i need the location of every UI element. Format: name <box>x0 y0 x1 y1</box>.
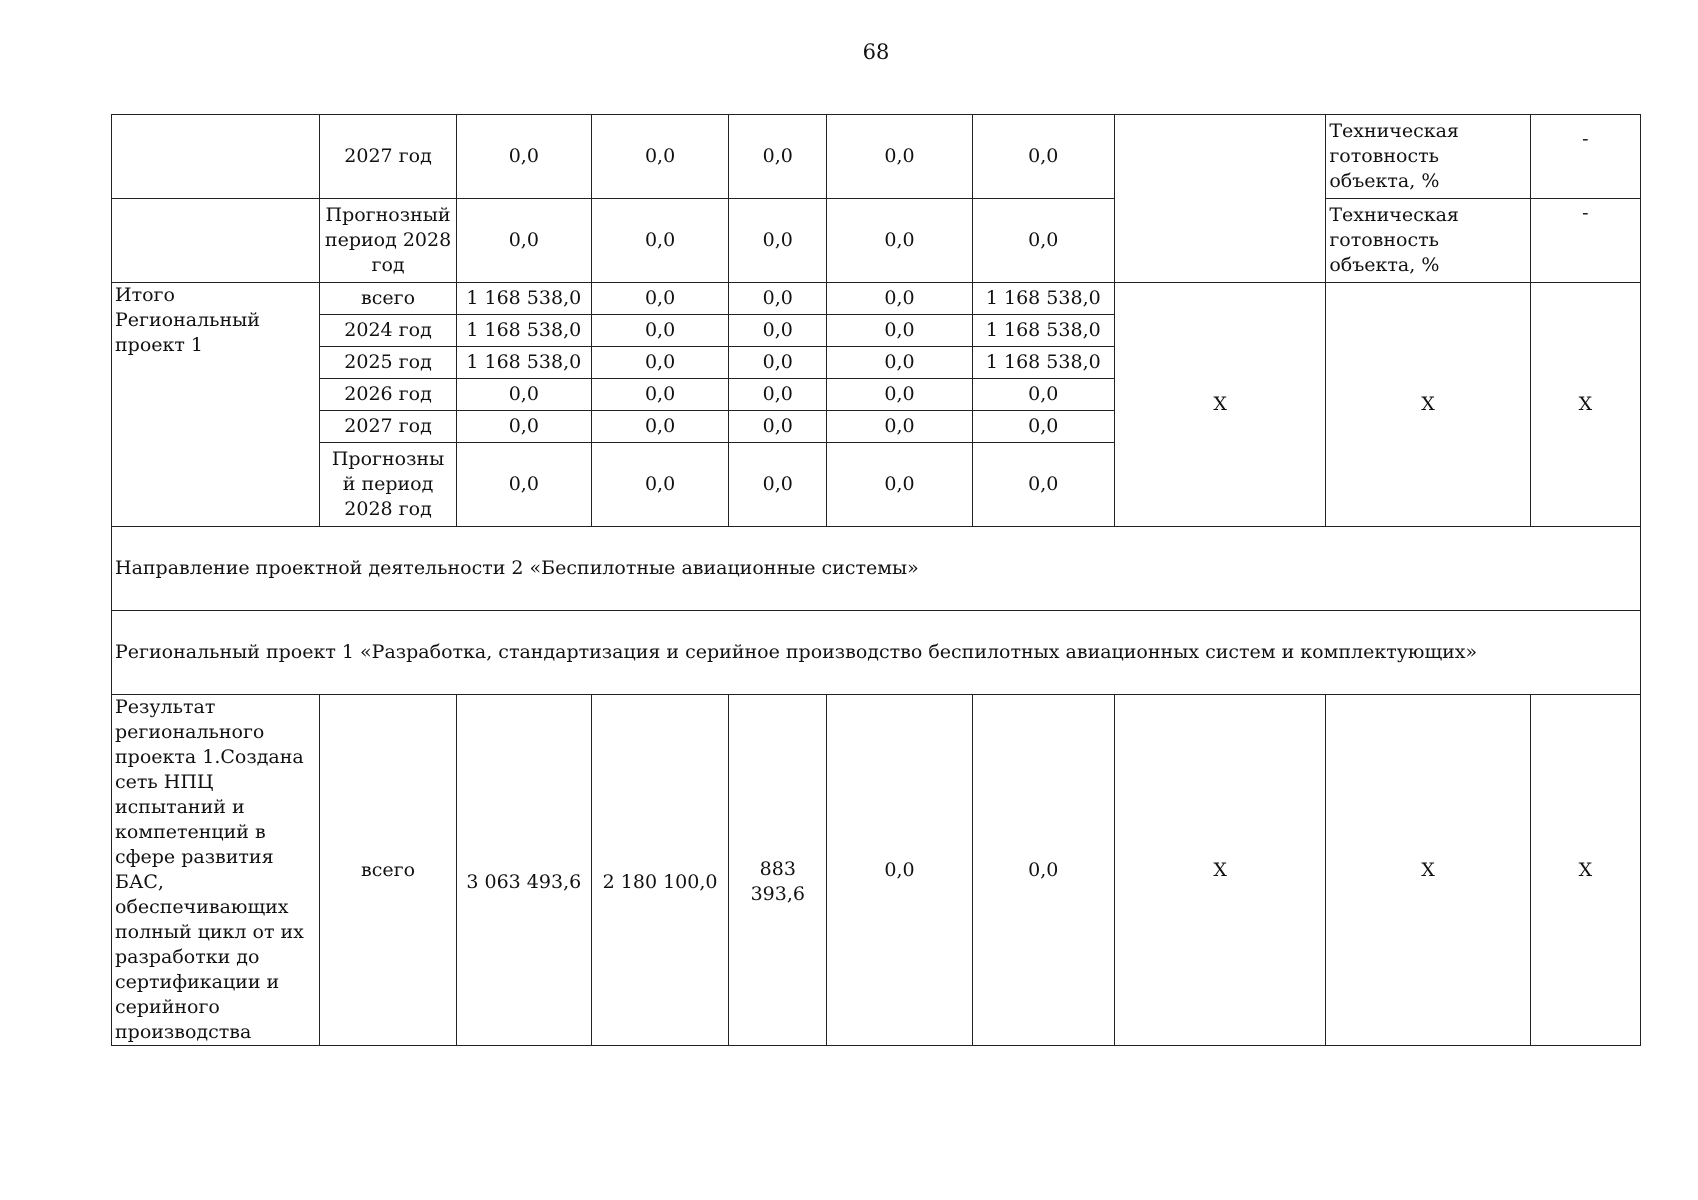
value-cell: 1 168 538,0 <box>456 315 591 347</box>
page-number: 68 <box>862 40 890 64</box>
value-cell <box>456 695 591 1046</box>
value-cell: 0,0 <box>827 199 972 283</box>
period-cell: 2026 год <box>320 379 456 411</box>
period-cell: 2027 год <box>320 411 456 443</box>
value-cell: 1 168 538,0 <box>972 347 1114 379</box>
value-cell <box>729 695 827 1046</box>
value-cell: 0,0 <box>827 443 972 527</box>
value-text: 2 180 100,0 <box>602 870 718 893</box>
period-cell: 2027 год <box>320 115 456 199</box>
value-cell: 0,0 <box>972 199 1114 283</box>
value-cell: 0,0 <box>729 315 827 347</box>
value-cell: 0,0 <box>591 315 728 347</box>
value-cell: 0,0 <box>729 411 827 443</box>
table-row <box>112 283 1641 315</box>
value-cell: 0,0 <box>729 283 827 315</box>
value-cell: 0,0 <box>591 283 728 315</box>
table-row <box>112 611 1641 695</box>
value-cell: 0,0 <box>972 443 1114 527</box>
indicator-cell: Техническая готовность объекта, % <box>1326 115 1530 199</box>
value-cell: 0,0 <box>827 283 972 315</box>
x-mark-cell: X <box>1114 695 1325 1046</box>
value-cell: 0,0 <box>972 115 1114 199</box>
value-cell: 0,0 <box>591 379 728 411</box>
table-row <box>112 695 1641 1046</box>
value-text: 883 393,6 <box>750 858 805 905</box>
value-cell: 0,0 <box>591 115 728 199</box>
value-cell: 1 168 538,0 <box>456 347 591 379</box>
x-mark-cell: X <box>1530 283 1640 527</box>
value-cell: 0,0 <box>591 411 728 443</box>
period-cell: всего <box>320 695 456 1046</box>
value-cell: 0,0 <box>827 411 972 443</box>
table-row <box>112 527 1641 611</box>
value-cell: 0,0 <box>456 443 591 527</box>
period-cell: Прогнозный период 2028 год <box>320 443 456 527</box>
x-mark-cell: X <box>1326 283 1530 527</box>
x-mark-cell: X <box>1326 695 1530 1046</box>
value-cell: 0,0 <box>827 315 972 347</box>
value-cell: 1 168 538,0 <box>972 283 1114 315</box>
value-cell: 0,0 <box>827 379 972 411</box>
x-mark-cell: X <box>1530 695 1640 1046</box>
result-name-cell: Результат регионального проекта 1.Создана сеть НПЦ испытаний и компетенций в сфере развития БАС, обеспечивающих полный цикл от их разработки до сертификации и серийного производства <box>112 695 320 1046</box>
value-cell: 0,0 <box>972 379 1114 411</box>
period-cell: 2025 год <box>320 347 456 379</box>
period-cell: Прогнозный период 2028 год <box>320 199 456 283</box>
value-cell: 0,0 <box>729 347 827 379</box>
table-row <box>112 199 1641 283</box>
value-cell: 0,0 <box>729 443 827 527</box>
indicator-value-cell: - <box>1530 115 1640 199</box>
value-cell: 0,0 <box>591 347 728 379</box>
value-cell: 1 168 538,0 <box>972 315 1114 347</box>
value-cell: 0,0 <box>591 443 728 527</box>
value-cell: 0,0 <box>729 115 827 199</box>
x-mark-cell: X <box>1114 283 1325 527</box>
table-cell-empty <box>112 199 320 283</box>
value-cell: 0,0 <box>456 411 591 443</box>
table-row <box>112 115 1641 199</box>
value-cell: 0,0 <box>827 347 972 379</box>
value-cell <box>591 695 728 1046</box>
project-banner: Региональный проект 1 «Разработка, стандартизация и серийное производство беспилотных авиационных систем и комплектующих» <box>112 611 1641 695</box>
value-cell: 0,0 <box>972 695 1114 1046</box>
value-cell: 0,0 <box>456 199 591 283</box>
value-cell: 0,0 <box>456 379 591 411</box>
value-cell: 0,0 <box>729 199 827 283</box>
period-cell: 2024 год <box>320 315 456 347</box>
budget-table <box>111 114 1641 1046</box>
value-cell: 0,0 <box>591 199 728 283</box>
value-cell: 0,0 <box>827 115 972 199</box>
value-cell: 0,0 <box>729 379 827 411</box>
direction-banner: Направление проектной деятельности 2 «Беспилотные авиационные системы» <box>112 527 1641 611</box>
value-cell: 0,0 <box>972 411 1114 443</box>
table-cell-empty <box>112 115 320 199</box>
indicator-cell: Техническая готовность объекта, % <box>1326 199 1530 283</box>
period-cell: всего <box>320 283 456 315</box>
indicator-value-cell: - <box>1530 199 1640 283</box>
value-text: 3 063 493,6 <box>466 870 582 893</box>
table-cell-empty <box>1114 115 1325 283</box>
value-cell: 0,0 <box>456 115 591 199</box>
total-project-name: Итого Региональный проект 1 <box>112 283 320 527</box>
value-cell: 1 168 538,0 <box>456 283 591 315</box>
value-cell: 0,0 <box>827 695 972 1046</box>
